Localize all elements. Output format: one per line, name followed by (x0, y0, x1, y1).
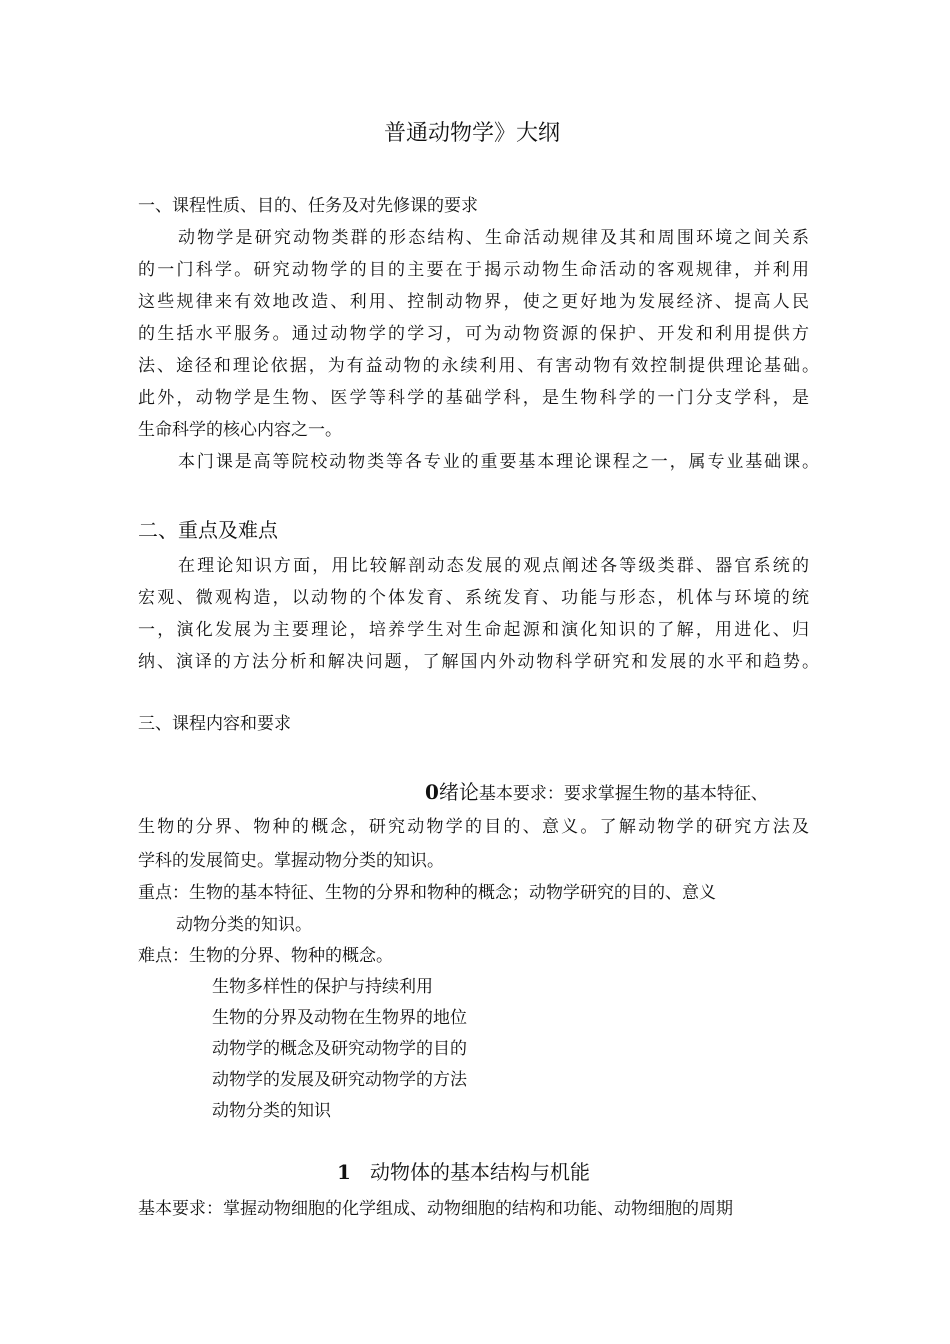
chapter1-title: 动物体的基本结构与机能 (370, 1160, 590, 1184)
section1-para1-line: 动物学是研究动物类群的形态结构、生命活动规律及其和周围环境之间关系 (178, 228, 809, 248)
section2-para-line: 在理论知识方面，用比较解剖动态发展的观点阐述各等级类群、器官系统的 (178, 556, 809, 576)
section1-para2: 本门课是高等院校动物类等各专业的重要基本理论课程之一，属专业基础课。 (178, 452, 819, 472)
chapter1-number: 1 (337, 1160, 351, 1184)
section1-para1-line: 法、途径和理论依据，为有益动物的永续利用、有害动物有效控制提供理论基础。 (138, 356, 819, 376)
section1-para1-line: 的一门科学。研究动物学的目的主要在于揭示动物生命活动的客观规律，并利用 (138, 260, 809, 280)
chapter0-title: 绪论 (438, 780, 479, 804)
page-title: 普通动物学》大纲 (384, 121, 561, 146)
section2-para-line: 宏观、微观构造，以动物的个体发育、系统发育、功能与形态，机体与环境的统 (138, 588, 809, 608)
chapter0-topic: 动物学的发展及研究动物学的方法 (212, 1070, 467, 1090)
chapter0-difficulties: 难点：生物的分界、物种的概念。 (138, 946, 393, 966)
chapter0-key-points-cont: 动物分类的知识。 (176, 915, 312, 935)
chapter0-topic: 动物学的概念及研究动物学的目的 (212, 1039, 467, 1059)
chapter0-requirement-line: 生物的分界、物种的概念，研究动物学的目的、意义。了解动物学的研究方法及 (138, 817, 809, 837)
chapter0-topic: 生物多样性的保护与持续利用 (212, 977, 433, 997)
section2-para-line: 一，演化发展为主要理论，培养学生对生命起源和演化知识的了解，用进化、归 (138, 620, 809, 640)
chapter0-requirement-start: 基本要求：要求掌握生物的基本特征、 (478, 784, 768, 804)
section1-heading: 一、课程性质、目的、任务及对先修课的要求 (138, 196, 478, 216)
section2-para-line: 纳、演译的方法分析和解决问题，了解国内外动物科学研究和发展的水平和趋势。 (138, 652, 819, 672)
section2-heading: 二、重点及难点 (138, 518, 278, 542)
chapter0-topic: 动物分类的知识 (212, 1101, 331, 1121)
chapter0-heading-line (425, 779, 768, 805)
section1-para1-line: 这些规律来有效地改造、利用、控制动物界，使之更好地为发展经济、提高人民 (138, 292, 809, 312)
section1-para1-line: 的生括水平服务。通过动物学的学习，可为动物资源的保护、开发和利用提供方 (138, 324, 809, 344)
chapter0-topic: 生物的分界及动物在生物界的地位 (212, 1008, 467, 1028)
section1-para1-line: 生命科学的核心内容之一。 (138, 420, 342, 440)
chapter1-requirement: 基本要求：掌握动物细胞的化学组成、动物细胞的结构和功能、动物细胞的周期 (138, 1199, 733, 1219)
chapter0-requirement-line: 学科的发展简史。掌握动物分类的知识。 (138, 851, 444, 871)
chapter0-key-points: 重点：生物的基本特征、生物的分界和物种的概念；动物学研究的目的、意义 (138, 883, 716, 903)
chapter1-heading (337, 1159, 590, 1185)
section1-para1-line: 此外，动物学是生物、医学等科学的基础学科，是生物科学的一门分支学科，是 (138, 388, 809, 408)
chapter0-number: 0 (425, 780, 439, 804)
section3-heading: 三、课程内容和要求 (138, 714, 291, 734)
